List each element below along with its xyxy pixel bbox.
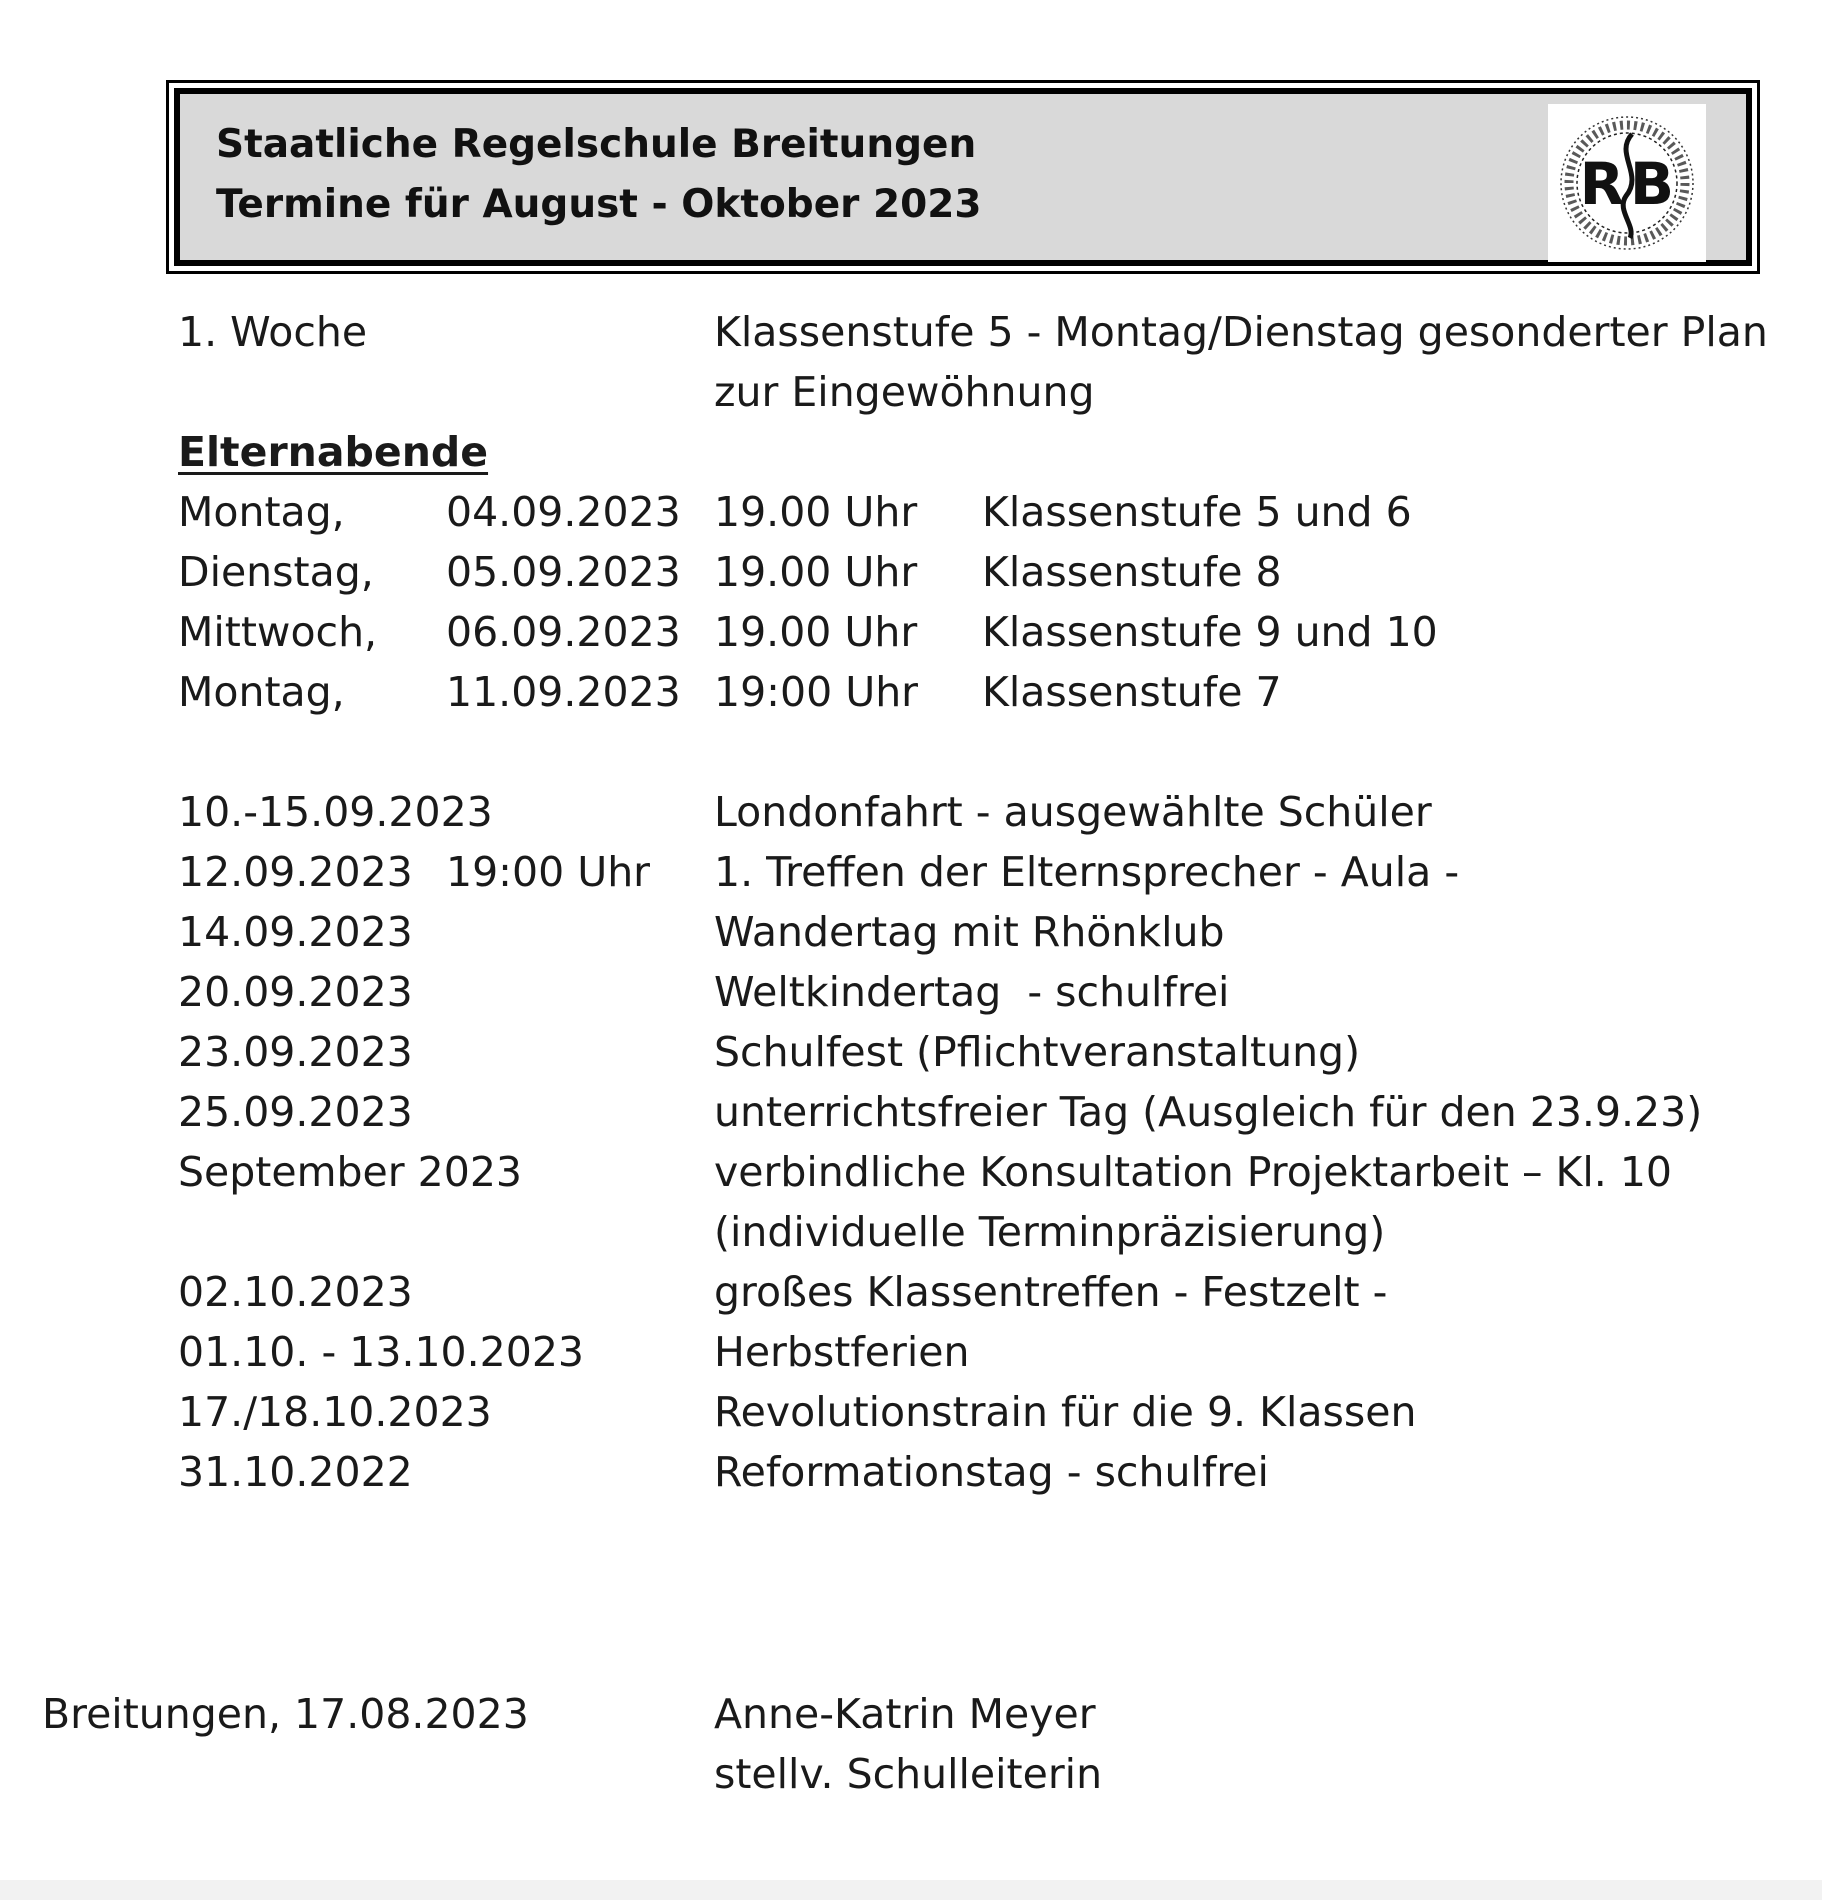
elternabend-time: 19:00 Uhr <box>714 668 919 716</box>
elternabend-date: 11.09.2023 <box>446 668 681 716</box>
event-text: verbindliche Konsultation Projektarbeit – Kl. 10 <box>714 1148 1673 1196</box>
event-text-continued: (individuelle Terminpräzisierung) <box>714 1208 1386 1256</box>
event-date: 12.09.2023 <box>178 848 413 896</box>
event-text: Reformationstag - schulfrei <box>714 1448 1269 1496</box>
elternabend-class: Klassenstufe 7 <box>982 668 1282 716</box>
event-date: 20.09.2023 <box>178 968 413 1016</box>
event-text: 1. Treffen der Elternsprecher - Aula - <box>714 848 1460 896</box>
elternabend-day: Montag, <box>178 488 345 536</box>
elternabend-day: Mittwoch, <box>178 608 378 656</box>
event-text: Londonfahrt - ausgewählte Schüler <box>714 788 1432 836</box>
logo-initial-left: R <box>1579 150 1625 218</box>
event-date: September 2023 <box>178 1148 522 1196</box>
event-date: 02.10.2023 <box>178 1268 413 1316</box>
elternabend-date: 04.09.2023 <box>446 488 681 536</box>
event-date: 23.09.2023 <box>178 1028 413 1076</box>
event-text: Schulfest (Pflichtveranstaltung) <box>714 1028 1361 1076</box>
intro-label: 1. Woche <box>178 308 368 356</box>
intro-text-line1: Klassenstufe 5 - Montag/Dienstag gesonderter Plan <box>714 308 1768 356</box>
event-text: Wandertag mit Rhönklub <box>714 908 1225 956</box>
footer-signatory-name: Anne-Katrin Meyer <box>714 1690 1096 1738</box>
elternabend-date: 06.09.2023 <box>446 608 681 656</box>
elternabend-class: Klassenstufe 8 <box>982 548 1282 596</box>
footer-place-date: Breitungen, 17.08.2023 <box>42 1690 529 1738</box>
event-text: Herbstferien <box>714 1328 970 1376</box>
event-date: 25.09.2023 <box>178 1088 413 1136</box>
elternabend-class: Klassenstufe 5 und 6 <box>982 488 1412 536</box>
elternabend-class: Klassenstufe 9 und 10 <box>982 608 1438 656</box>
event-date: 31.10.2022 <box>178 1448 413 1496</box>
event-text: großes Klassentreffen - Festzelt - <box>714 1268 1388 1316</box>
elternabend-time: 19.00 Uhr <box>714 548 918 596</box>
event-date: 14.09.2023 <box>178 908 413 956</box>
elternabend-day: Dienstag, <box>178 548 374 596</box>
footer-signatory-role: stellv. Schulleiterin <box>714 1750 1103 1798</box>
event-date: 01.10. - 13.10.2023 <box>178 1328 585 1376</box>
page-bottom-bar <box>0 1880 1822 1900</box>
elternabend-date: 05.09.2023 <box>446 548 681 596</box>
elternabend-day: Montag, <box>178 668 345 716</box>
logo-initial-right: B <box>1629 150 1675 218</box>
school-name: Staatliche Regelschule Breitungen <box>216 122 977 167</box>
elternabend-time: 19.00 Uhr <box>714 608 918 656</box>
event-date: 17./18.10.2023 <box>178 1388 492 1436</box>
elternabend-time: 19.00 Uhr <box>714 488 918 536</box>
event-text: unterrichtsfreier Tag (Ausgleich für den 23.9.23) <box>714 1088 1703 1136</box>
event-date: 10.-15.09.2023 <box>178 788 493 836</box>
elternabende-heading: Elternabende <box>178 428 489 476</box>
intro-text-line2: zur Eingewöhnung <box>714 368 1095 416</box>
document-title: Termine für August - Oktober 2023 <box>216 182 982 227</box>
event-text: Weltkindertag - schulfrei <box>714 968 1230 1016</box>
event-time: 19:00 Uhr <box>446 848 651 896</box>
event-text: Revolutionstrain für die 9. Klassen <box>714 1388 1417 1436</box>
